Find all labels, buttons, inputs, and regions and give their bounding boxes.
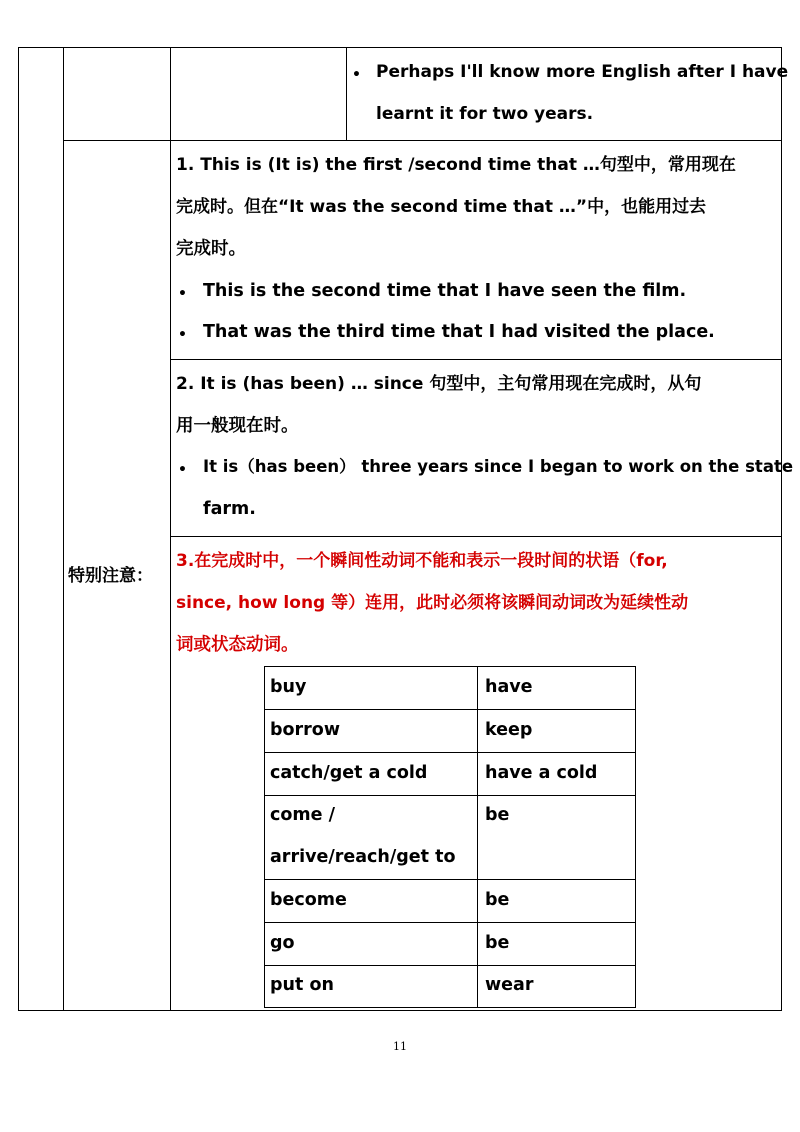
note1-example-2: That was the third time that I had visited the place. [203, 322, 715, 342]
durative-verb-cell: keep [485, 720, 533, 740]
verb-table-hline [264, 666, 636, 667]
verb-table-hline [264, 879, 636, 880]
note2-bullet-marker: • [178, 462, 187, 478]
grid-top [18, 47, 782, 48]
durative-verb-cell: be [485, 933, 510, 953]
verb-table-hline [264, 965, 636, 966]
momentary-verb-cell: borrow [270, 720, 340, 740]
momentary-verb-cell: buy [270, 677, 307, 697]
verb-table-vline [477, 666, 478, 1008]
verb-table-vline [635, 666, 636, 1008]
momentary-verb-cell: go [270, 933, 295, 953]
durative-verb-cell: have a cold [485, 763, 598, 783]
momentary-verb-cell-cont: arrive/reach/get to [270, 847, 456, 867]
grid-row1 [63, 140, 782, 141]
durative-verb-cell: be [485, 805, 510, 825]
note1-bullet-marker: • [178, 327, 187, 343]
grid-col3 [170, 47, 171, 1011]
grid-bottom [18, 1010, 782, 1011]
durative-verb-cell: have [485, 677, 533, 697]
note3-line-2: since, how long 等）连用，此时必须将该瞬间动词改为延续性动 [176, 593, 689, 613]
note1-example-1: This is the second time that I have seen the film. [203, 281, 687, 301]
grid-col2 [63, 47, 64, 1011]
verb-table-hline [264, 922, 636, 923]
note2-line-2: 用一般现在时。 [176, 416, 299, 436]
grid-col4 [346, 47, 347, 140]
note1-line-1: 1. This is (It is) the first /second time that …句型中，常用现在 [176, 155, 736, 175]
grid-row2 [170, 359, 782, 360]
verb-table-hline [264, 1007, 636, 1008]
note2-line-1: 2. It is (has been) … since 句型中，主句常用现在完成时，从句 [176, 374, 702, 394]
note3-line-1: 3.在完成时中，一个瞬间性动词不能和表示一段时间的状语（for, [176, 551, 668, 571]
top-bullet-marker: • [352, 67, 361, 83]
page-number: 11 [393, 1040, 407, 1053]
momentary-verb-cell: become [270, 890, 347, 910]
note1-bullet-marker: • [178, 286, 187, 302]
momentary-verb-cell: come / [270, 805, 335, 825]
top-line-2: learnt it for two years. [376, 104, 594, 124]
note3-line-3: 词或状态动词。 [176, 635, 299, 655]
grid-left [18, 47, 19, 1011]
momentary-verb-cell: put on [270, 975, 334, 995]
special-note-label: 特别注意： [68, 566, 153, 586]
verb-table-vline [264, 666, 265, 1008]
verb-table-hline [264, 709, 636, 710]
top-line-1: Perhaps I'll know more English after I have [376, 62, 789, 82]
note1-line-3: 完成时。 [176, 239, 246, 259]
note2-example-line-2: farm. [203, 499, 256, 519]
grid-row3 [170, 536, 782, 537]
grid-right [781, 47, 782, 1011]
momentary-verb-cell: catch/get a cold [270, 763, 428, 783]
durative-verb-cell: be [485, 890, 510, 910]
note1-line-2: 完成时。但在“It was the second time that …”中，也能用过去 [176, 197, 707, 217]
note2-example-line-1: It is（has been） three years since I began to work on the state [203, 457, 794, 476]
durative-verb-cell: wear [485, 975, 534, 995]
verb-table-hline [264, 752, 636, 753]
verb-table-hline [264, 795, 636, 796]
